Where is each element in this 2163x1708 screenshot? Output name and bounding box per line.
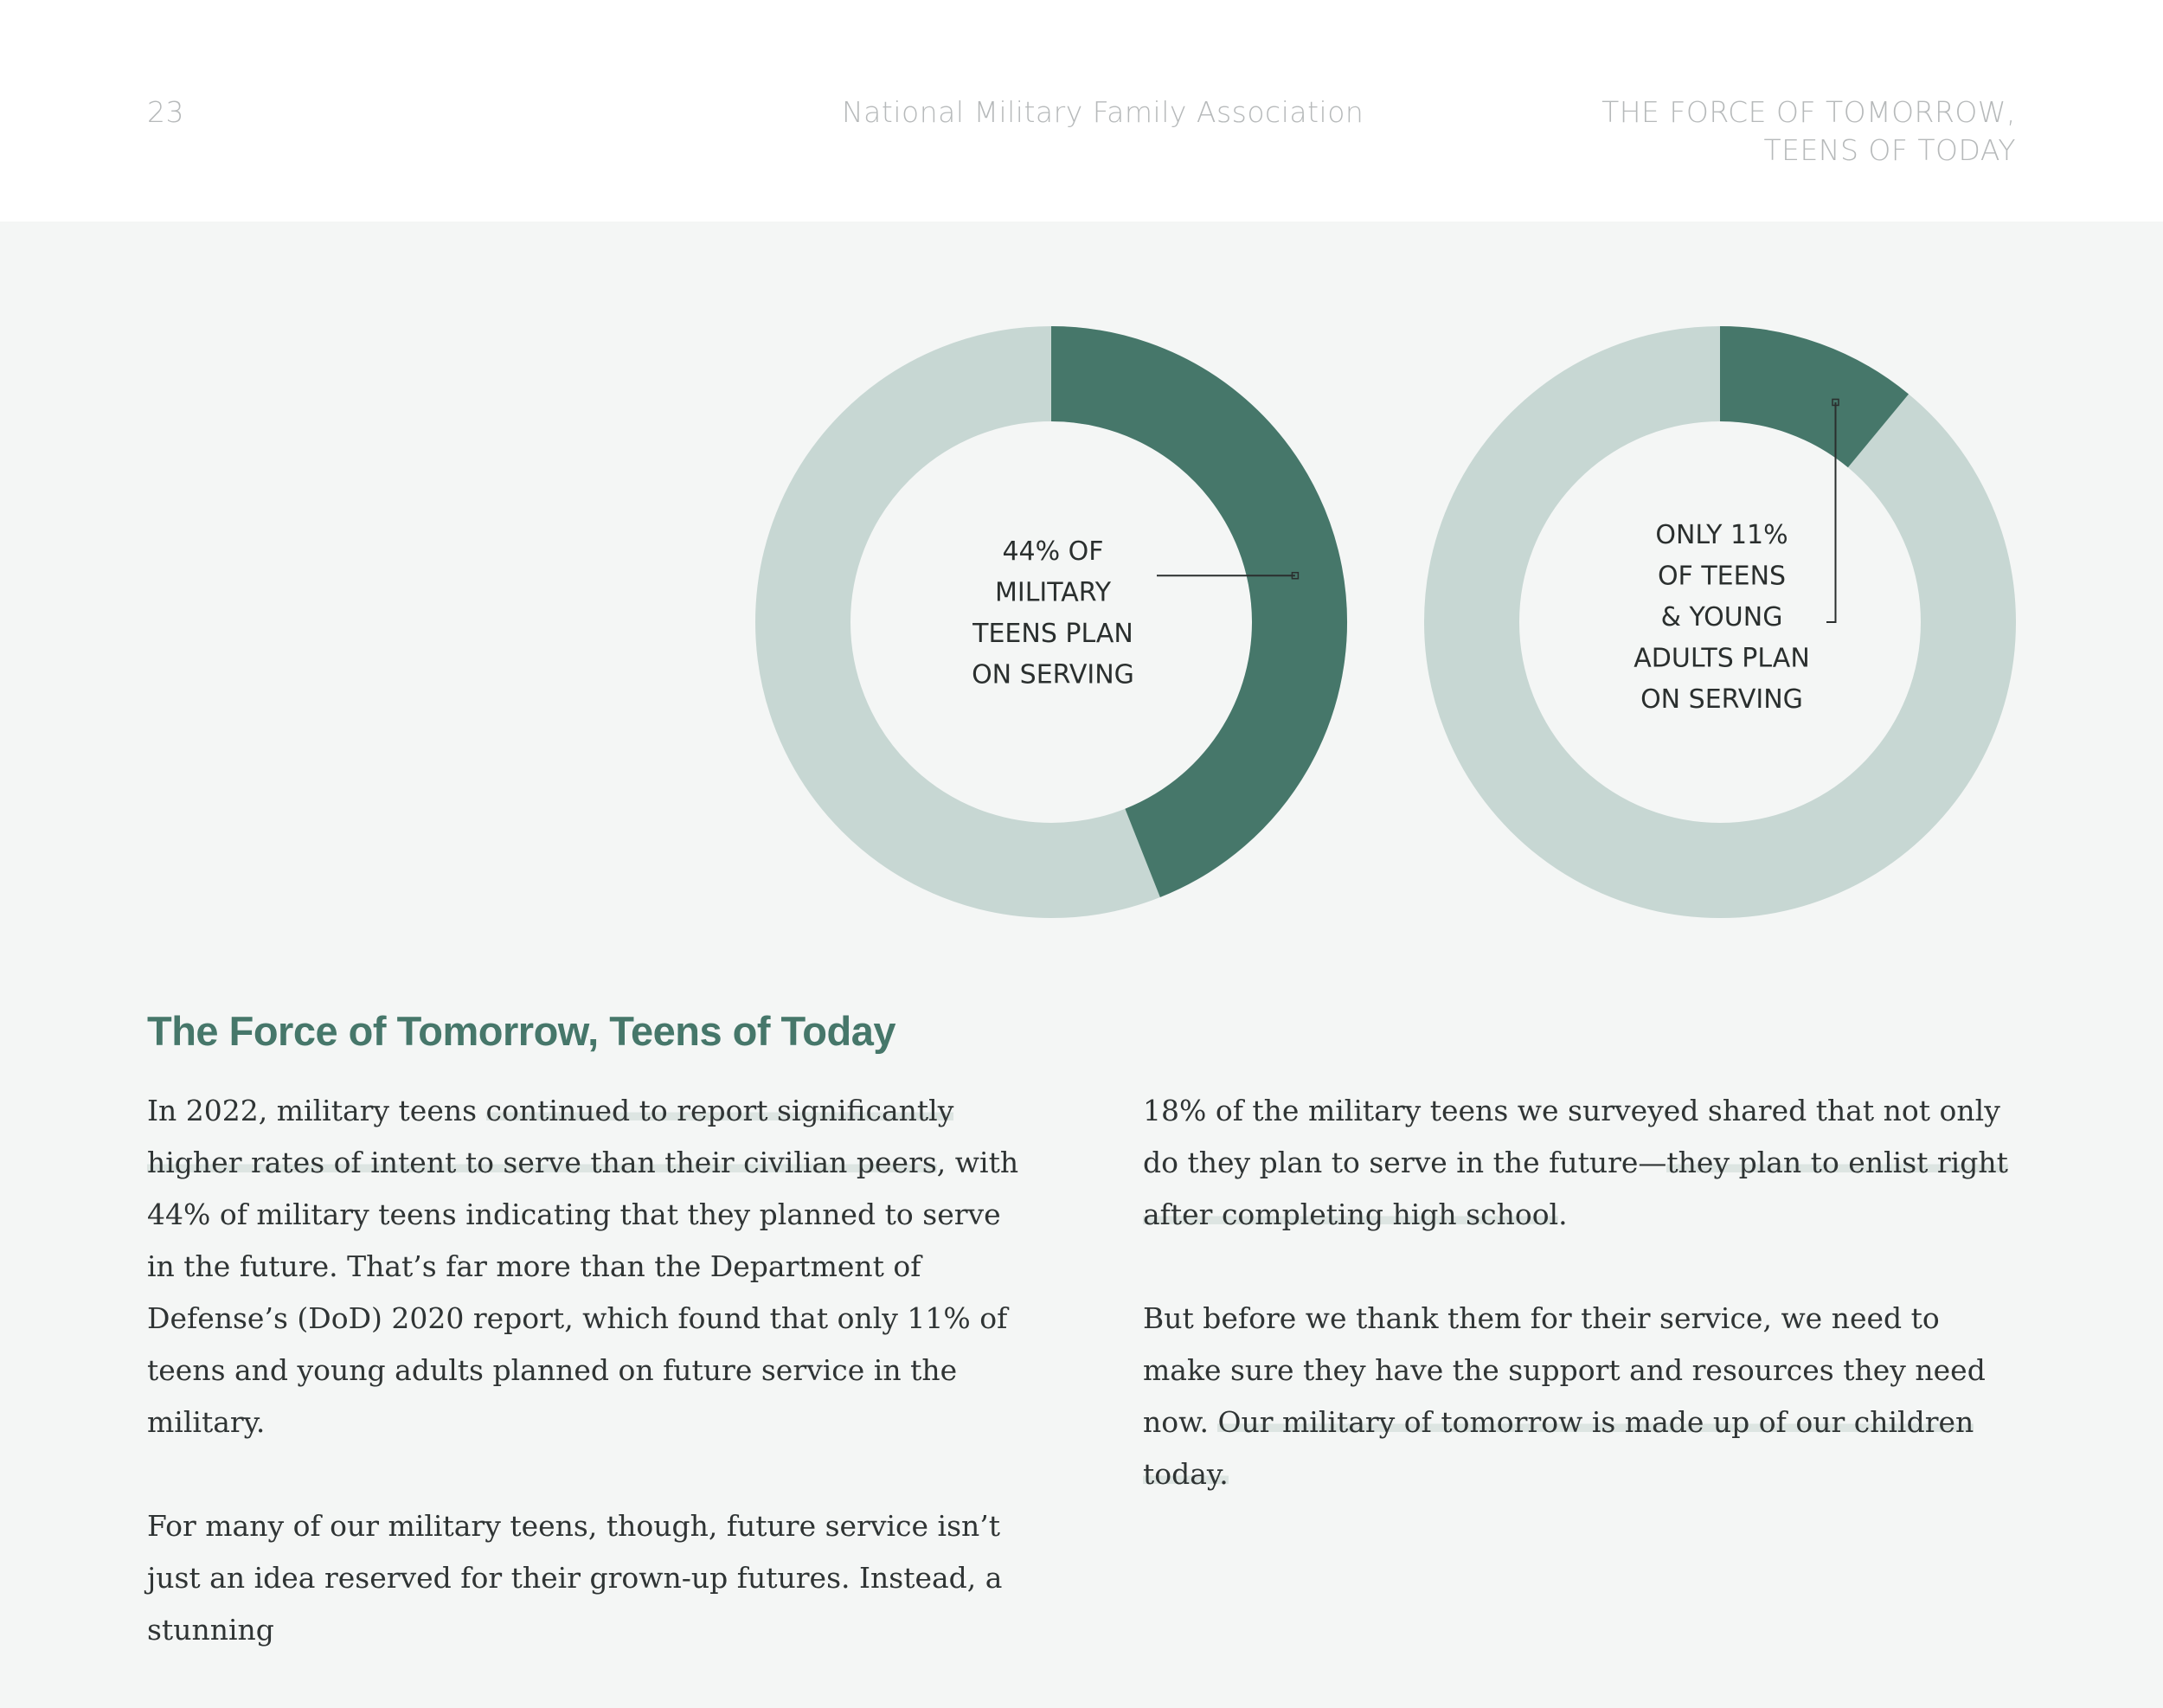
body-column-left [147, 1085, 1030, 1708]
donut-2-annotation-line: ONLY 11% [1655, 520, 1788, 550]
donut-2-annotation-line: ADULTS PLAN [1633, 643, 1810, 674]
organization-name: National Military Family Association [842, 95, 1364, 129]
donut-1-annotation [972, 536, 1134, 690]
paragraph-2: For many of our military teens, though, future service isn’t just an idea reserved for their grown-up futures. Instead, a stunning [147, 1509, 1003, 1647]
paragraph-1 [147, 1085, 1030, 1448]
running-title-line-1: THE FORCE OF TOMORROW, [1601, 95, 2016, 129]
paragraph-4-highlight: Our military of tomorrow is made up of our children today. [1143, 1405, 1974, 1491]
paragraph-4 [1143, 1293, 2025, 1500]
donut-1-annotation-line: TEENS PLAN [972, 619, 1133, 649]
page-number: 23 [147, 95, 184, 129]
paragraph-3-highlight: they plan to enlist right after completing high school [1143, 1146, 2008, 1231]
paragraph-4-start: But before we thank them for their service, we need to make sure they have the support and resources they need now. [1143, 1301, 1986, 1439]
running-title-line-2: TEENS OF TODAY [1763, 133, 2016, 167]
body-column-right [1143, 1085, 2025, 1552]
donut-1-annotation-line: MILITARY [994, 577, 1112, 608]
donut-2-annotation-line: & YOUNG [1660, 602, 1783, 632]
donut-2-value-slice [1720, 374, 1878, 431]
paragraph-3 [1143, 1085, 2025, 1241]
donut-1-annotation-line: ON SERVING [972, 659, 1134, 690]
donut-1-annotation-line: 44% OF [1002, 536, 1104, 567]
donut-2-annotation [1633, 520, 1810, 715]
paragraph-1-highlight: continued to report significantly higher rates of intent to serve than their civilian peers [147, 1094, 954, 1179]
section-title: The Force of Tomorrow, Teens of Today [147, 1008, 895, 1054]
paragraph-1-end: , with 44% of military teens indicating that they planned to serve in the future. That’s far more than the Department of Defense’s (DoD) 2020 report, which found that only 11% of teens and young adults planned on future service in the military. [147, 1146, 1019, 1439]
donut-1-value-slice [1051, 374, 1300, 853]
donut-2-annotation-line: ON SERVING [1640, 684, 1803, 715]
paragraph-3-start: 18% of the military teens we surveyed shared that not only do they plan to serve in the future— [1143, 1094, 2000, 1179]
donut-2-annotation-line: OF TEENS [1657, 561, 1787, 592]
paragraph-1-start: In 2022, military teens [147, 1094, 486, 1127]
paragraph-3-end: . [1558, 1198, 1568, 1231]
